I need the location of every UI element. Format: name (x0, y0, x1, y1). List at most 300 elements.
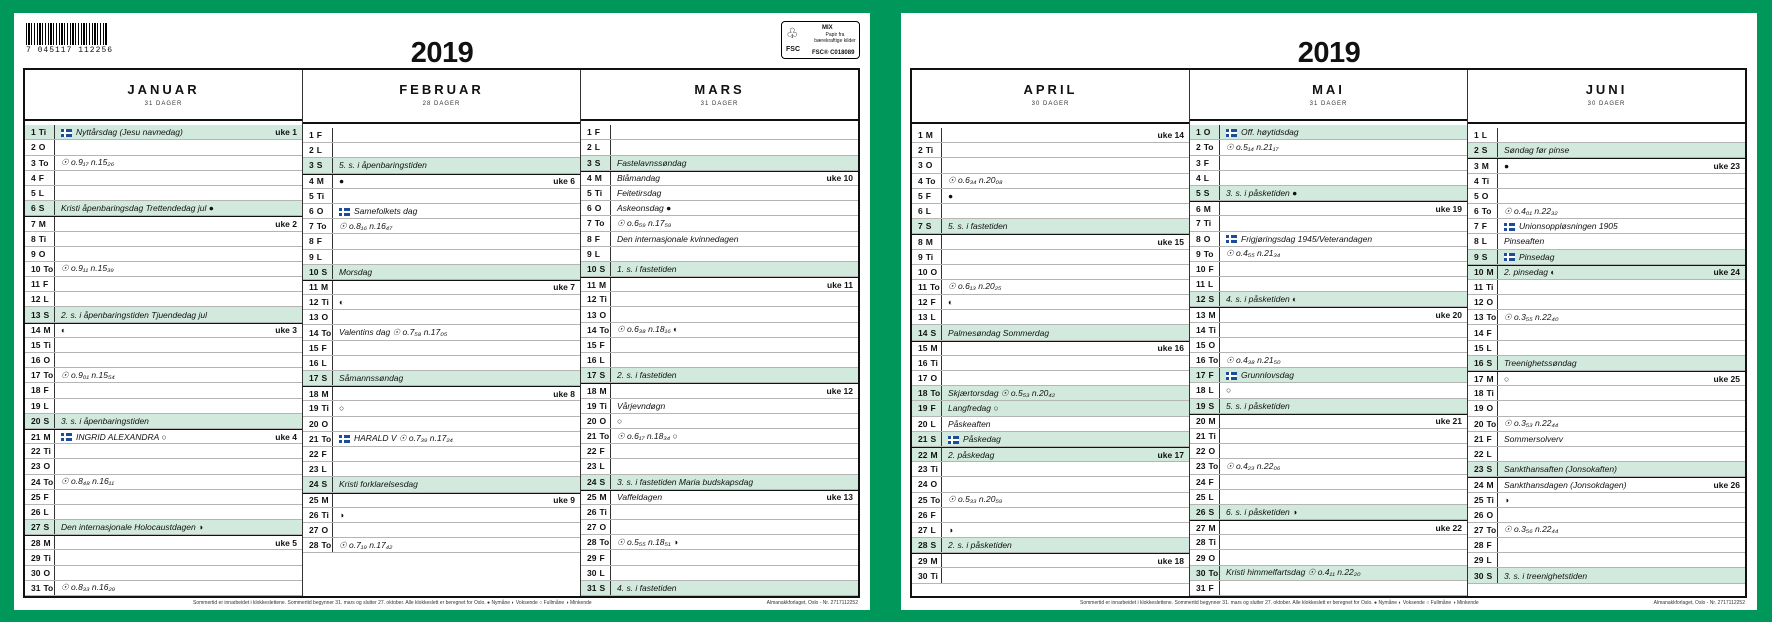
weekday: O (1208, 339, 1216, 350)
day-row (303, 447, 580, 462)
date-cell (1190, 216, 1220, 230)
date-cell (25, 566, 55, 580)
weekday: Ti (1486, 281, 1494, 292)
weekday: M (599, 279, 607, 290)
day-number: 14 (587, 324, 597, 335)
day-number: 4 (1474, 175, 1479, 186)
day-number: 26 (31, 506, 41, 517)
day-row (581, 566, 858, 581)
day-note (333, 297, 580, 307)
date-cell (1190, 323, 1220, 337)
date-cell (1190, 140, 1220, 154)
weekday: To (38, 157, 49, 168)
date-cell (1468, 523, 1498, 537)
day-note (942, 328, 1189, 338)
weekday: Ti (43, 446, 51, 457)
day-note-text: Morsdag (339, 266, 373, 277)
day-row (1468, 158, 1745, 173)
day-row (303, 477, 580, 492)
weekday: F (594, 127, 600, 138)
day-row (581, 171, 858, 186)
day-row (581, 399, 858, 414)
weekday: L (316, 145, 322, 156)
month-day-count: 31 DAGER (144, 101, 183, 107)
day-row (912, 386, 1189, 401)
date-cell (581, 186, 611, 200)
day-number: 18 (918, 388, 928, 399)
weekday: F (925, 190, 931, 201)
date-cell (25, 262, 55, 276)
day-row (1190, 399, 1467, 414)
date-cell (1468, 250, 1498, 264)
day-number: 6 (1474, 206, 1479, 217)
weekday: F (1481, 221, 1487, 232)
day-row (912, 508, 1189, 523)
date-cell (1468, 219, 1498, 233)
day-list (912, 124, 1189, 596)
day-number: 19 (31, 400, 41, 411)
weekday: O (1203, 127, 1211, 138)
day-note (942, 434, 1189, 444)
week-number: uke 22 (1435, 522, 1462, 533)
day-row (25, 429, 302, 444)
date-cell (25, 125, 55, 139)
date-cell (581, 429, 611, 443)
weekday: Ti (321, 509, 329, 520)
date-cell (912, 523, 942, 537)
day-note-text: Den internasjonale Holocaustdagen ◑ (61, 522, 204, 533)
footer-note: Sommertid er innarbeidet i klokkeslettene. Sommertid begynner 31. mars og slutter 27. oktober. Alle klokkeslett er beregnet for Oslo. ● Nymåne ◐ Voksende ○ Fullmåne ◑ Minkende (1080, 600, 1479, 606)
month-name: MARS (694, 82, 745, 97)
date-cell (1468, 159, 1498, 172)
day-number: 8 (1474, 236, 1479, 247)
week-number: uke 24 (1713, 267, 1740, 278)
day-note-text: ☉ o.7₁₉ n.17₄₂ (339, 539, 393, 550)
day-number: 14 (918, 327, 928, 338)
weekday: O (930, 266, 938, 277)
weekday: To (1486, 418, 1497, 429)
date-cell (1190, 521, 1220, 534)
day-row (1468, 462, 1745, 477)
date-cell (581, 459, 611, 473)
day-number: 13 (31, 309, 41, 320)
day-row (581, 505, 858, 520)
day-note (611, 583, 858, 593)
weekday: F (1203, 157, 1209, 168)
day-row (912, 523, 1189, 538)
day-row (1190, 383, 1467, 398)
day-row (581, 459, 858, 474)
month-day-count: 30 DAGER (1587, 101, 1626, 107)
day-number: 15 (31, 339, 41, 350)
day-number: 5 (1474, 190, 1479, 201)
date-cell (581, 581, 611, 595)
weekday: To (43, 476, 54, 487)
day-note-text: ◐ (339, 297, 345, 308)
day-note-text: ☉ o.4₀₁ n.22₃₂ (1504, 205, 1558, 216)
day-note (333, 327, 580, 338)
date-cell (303, 432, 333, 446)
day-number: 14 (309, 327, 319, 338)
day-number: 27 (31, 522, 41, 533)
date-cell (1468, 553, 1498, 567)
day-number: 2 (1196, 142, 1201, 153)
day-number: 8 (1196, 233, 1201, 244)
day-row (1190, 444, 1467, 459)
day-note-text: Sankthansaften (Jonsokaften) (1504, 464, 1617, 475)
day-note (1498, 206, 1745, 217)
day-note (1220, 461, 1467, 472)
day-note-text: Askeonsdag ● (617, 203, 672, 214)
day-number: 5 (918, 190, 923, 201)
day-row (1190, 140, 1467, 155)
weekday: To (930, 494, 941, 505)
day-note-text: ○ (617, 415, 623, 426)
month-name: APRIL (1023, 82, 1078, 97)
day-note-text: ◑ (1504, 494, 1510, 505)
day-note-text: ☉ o.5₃₃ n.20₅₉ (948, 494, 1003, 505)
day-row (581, 307, 858, 322)
day-row (581, 247, 858, 262)
day-note (55, 582, 302, 593)
day-row (1190, 550, 1467, 565)
date-cell (1190, 277, 1220, 291)
day-note (1220, 142, 1467, 153)
day-note-text: 2. pinsedag ◐ (1504, 267, 1556, 278)
day-number: 14 (31, 325, 41, 336)
day-number: 19 (1196, 400, 1206, 411)
date-cell (581, 292, 611, 306)
day-list (303, 124, 580, 596)
date-cell (1190, 383, 1220, 397)
date-cell (1190, 566, 1220, 580)
weekday: Ti (930, 464, 938, 475)
day-number: 2 (918, 145, 923, 156)
date-cell (581, 232, 611, 246)
day-number: 20 (918, 418, 928, 429)
day-number: 26 (587, 506, 597, 517)
day-note (1498, 312, 1745, 323)
day-row (25, 550, 302, 565)
day-note (1220, 370, 1467, 380)
flag-icon (1504, 253, 1515, 261)
day-row (912, 325, 1189, 340)
weekday: S (1208, 400, 1215, 411)
day-number: 17 (1196, 370, 1206, 381)
weekday: To (925, 175, 936, 186)
month-header (912, 70, 1189, 124)
day-note-text: ☉ o.4₃₈ n.21₅₀ (1226, 354, 1281, 365)
day-number: 18 (309, 388, 319, 399)
date-cell (912, 493, 942, 507)
day-list (1190, 121, 1467, 596)
day-row (1468, 493, 1745, 508)
day-number: 1 (918, 130, 923, 141)
day-number: 15 (1474, 342, 1484, 353)
date-cell (303, 494, 333, 507)
day-note (333, 160, 580, 170)
day-number: 24 (1474, 479, 1484, 490)
date-cell (303, 371, 333, 385)
date-cell (303, 219, 333, 233)
day-row (303, 128, 580, 143)
date-cell (581, 353, 611, 367)
day-row (25, 171, 302, 186)
day-number: 9 (918, 251, 923, 262)
day-number: 28 (1196, 537, 1206, 548)
weekday: O (321, 524, 329, 535)
weekday: M (599, 492, 607, 503)
day-note-text: ☉ o.3₅₆ n.22₄₄ (1504, 524, 1559, 535)
weekday: F (1486, 327, 1492, 338)
date-cell (581, 262, 611, 276)
weekday: To (1208, 461, 1219, 472)
day-number: 23 (587, 461, 597, 472)
day-row (1468, 508, 1745, 523)
month-name: MAI (1312, 82, 1345, 97)
day-number: 5 (309, 190, 314, 201)
date-cell (25, 338, 55, 352)
weekday: M (1486, 373, 1494, 384)
weekday: L (930, 524, 936, 535)
day-note (333, 510, 580, 520)
weekday: To (1203, 248, 1214, 259)
weekday: F (43, 279, 49, 290)
date-cell (581, 520, 611, 534)
day-note (611, 234, 858, 244)
day-row (581, 368, 858, 383)
day-row (581, 475, 858, 490)
day-note-text: 2. s. i påsketiden (948, 540, 1012, 551)
week-number: uke 20 (1435, 310, 1462, 321)
day-row (1468, 417, 1745, 432)
day-row (303, 401, 580, 416)
day-number: 9 (31, 248, 36, 259)
weekday: To (1486, 312, 1497, 323)
weekday: L (43, 294, 49, 305)
weekday: Ti (925, 251, 934, 262)
day-number: 10 (309, 266, 319, 277)
day-number: 9 (1474, 251, 1479, 262)
weekday: M (925, 130, 933, 141)
weekday: S (321, 266, 328, 277)
weekday: M (599, 385, 607, 396)
day-row (25, 277, 302, 292)
day-note (1498, 267, 1745, 277)
weekday: F (43, 491, 49, 502)
date-cell (912, 554, 942, 567)
day-row (1468, 553, 1745, 568)
day-note-text: Vaffeldagen (617, 492, 663, 503)
date-cell (25, 368, 55, 382)
day-row (581, 292, 858, 307)
day-number: 19 (918, 403, 928, 414)
weekday: S (599, 370, 606, 381)
weekday: L (599, 567, 605, 578)
day-number: 2 (309, 145, 314, 156)
weekday: S (321, 373, 328, 384)
day-number: 23 (309, 464, 319, 475)
day-note (611, 203, 858, 213)
week-number: uke 21 (1435, 416, 1462, 427)
day-note-text: HARALD V ☉ o.7₃₉ n.17₂₄ (354, 433, 453, 444)
day-row (912, 356, 1189, 371)
day-row (25, 307, 302, 322)
date-cell (303, 158, 333, 172)
day-number: 13 (1196, 310, 1206, 321)
weekday: F (1208, 370, 1214, 381)
day-number: 20 (31, 415, 41, 426)
day-row (912, 128, 1189, 143)
weekday: Ti (43, 339, 51, 350)
day-row (1190, 156, 1467, 171)
date-cell (581, 247, 611, 261)
date-cell (1190, 156, 1220, 170)
day-number: 7 (1196, 218, 1201, 229)
date-cell (25, 232, 55, 246)
date-cell (303, 508, 333, 522)
weekday: M (1208, 416, 1216, 427)
day-row (25, 247, 302, 262)
day-number: 14 (1474, 327, 1484, 338)
weekday: F (1208, 476, 1214, 487)
weekday: O (1486, 297, 1494, 308)
date-cell (581, 444, 611, 458)
day-row (1468, 280, 1745, 295)
day-note (942, 221, 1189, 231)
weekday: Ti (594, 188, 603, 199)
day-number: 27 (1196, 522, 1206, 533)
weekday: To (1208, 355, 1219, 366)
day-number: 30 (587, 567, 597, 578)
date-cell (1468, 401, 1498, 415)
weekday: F (316, 236, 322, 247)
date-cell (303, 477, 333, 491)
day-row (303, 234, 580, 249)
day-number: 3 (31, 157, 36, 168)
day-note-text: ● (339, 176, 345, 187)
day-number: 21 (1474, 433, 1484, 444)
day-number: 16 (1196, 355, 1206, 366)
weekday: O (599, 309, 607, 320)
weekday: To (321, 433, 332, 444)
day-note-text: ◐ (61, 325, 67, 336)
week-number: uke 15 (1157, 236, 1184, 247)
date-cell (303, 143, 333, 157)
day-number: 11 (1196, 279, 1205, 290)
weekday: F (1486, 540, 1492, 551)
day-row (303, 143, 580, 158)
day-number: 17 (587, 370, 597, 381)
day-row (912, 553, 1189, 568)
weekday: Ti (930, 357, 938, 368)
day-note-text: Vårjevndøgn (617, 400, 666, 411)
weekday: L (1486, 449, 1492, 460)
day-number: 30 (1474, 570, 1484, 581)
month-column (303, 70, 581, 596)
date-cell (1468, 493, 1498, 507)
day-note-text: Søndag før pinse (1504, 145, 1570, 156)
day-note (1220, 234, 1467, 244)
day-note (333, 221, 580, 232)
date-cell (303, 281, 333, 294)
day-number: 28 (1474, 540, 1484, 551)
day-note (611, 401, 858, 411)
date-cell (912, 417, 942, 431)
weekday: F (1486, 433, 1492, 444)
weekday: To (43, 582, 54, 593)
day-row (581, 429, 858, 444)
day-row (912, 158, 1189, 173)
day-note-text: 6. s. i påsketiden ◑ (1226, 506, 1298, 517)
date-cell (581, 399, 611, 413)
day-note (333, 176, 580, 186)
day-row (1468, 189, 1745, 204)
day-row (303, 341, 580, 356)
weekday: L (599, 461, 605, 472)
date-cell (912, 143, 942, 157)
day-number: 13 (1474, 312, 1484, 323)
weekday: O (43, 461, 51, 472)
day-number: 5 (1196, 188, 1201, 199)
day-row (1190, 323, 1467, 338)
day-note (55, 416, 302, 426)
weekday: To (599, 431, 610, 442)
date-cell (1468, 478, 1498, 491)
weekday: F (43, 385, 49, 396)
weekday: S (594, 157, 601, 168)
weekday: O (599, 522, 607, 533)
weekday: O (38, 142, 46, 153)
day-row (303, 219, 580, 234)
date-cell (1468, 280, 1498, 294)
day-number: 31 (31, 582, 41, 593)
day-note-text: ○ (1504, 373, 1510, 384)
day-note-text: Palmesøndag Sommerdag (948, 327, 1050, 338)
date-cell (303, 387, 333, 400)
weekday: Ti (1481, 175, 1490, 186)
day-note (611, 492, 858, 502)
day-note (55, 157, 302, 168)
week-number: uke 9 (553, 495, 575, 506)
week-number: uke 2 (275, 218, 297, 229)
day-note-text: 1. s. i fastetiden (617, 263, 677, 274)
day-number: 18 (1196, 385, 1206, 396)
weekday: L (930, 312, 936, 323)
day-row (912, 477, 1189, 492)
day-note (55, 203, 302, 213)
day-number: 25 (587, 492, 597, 503)
weekday: Ti (38, 127, 47, 138)
day-number: 28 (587, 537, 597, 548)
date-cell (303, 265, 333, 279)
day-number: 27 (587, 522, 597, 533)
weekday: S (930, 540, 937, 551)
day-note (1220, 294, 1467, 304)
date-cell (1468, 189, 1498, 203)
day-number: 6 (309, 206, 314, 217)
day-row (1468, 265, 1745, 280)
day-note-text: 2. s. i fastetiden (617, 370, 677, 381)
day-row (1190, 368, 1467, 383)
day-row (1190, 186, 1467, 201)
day-number: 22 (309, 449, 319, 460)
day-row (912, 174, 1189, 189)
date-cell (912, 538, 942, 552)
calendar-sheet-right (901, 13, 1757, 610)
day-note (333, 206, 580, 216)
weekday: O (1203, 233, 1211, 244)
